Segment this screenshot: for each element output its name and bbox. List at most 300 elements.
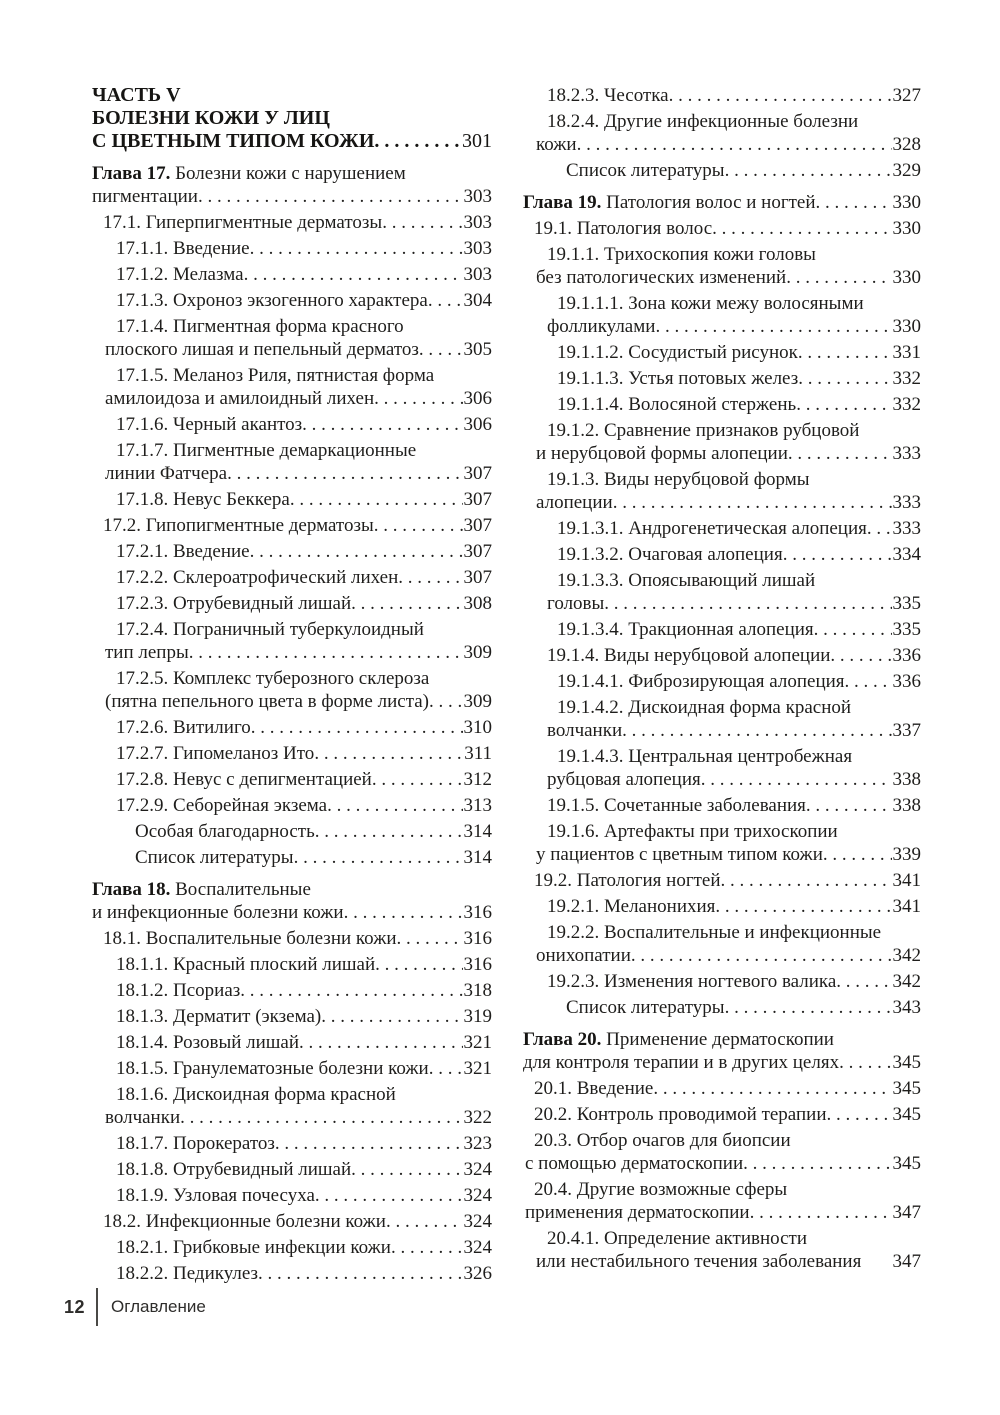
toc-entry-text: 17.1.8. Невус Беккера bbox=[116, 489, 290, 510]
dot-leader bbox=[845, 670, 892, 693]
toc-entry-text: Список литературы bbox=[566, 160, 725, 181]
page-number: 345 bbox=[892, 1052, 921, 1073]
toc-entry-text: 17.1.4. Пигментная форма красного bbox=[116, 316, 404, 337]
toc-entry-text: 17.2.9. Себорейная экзема bbox=[116, 795, 328, 816]
toc-entry bbox=[523, 921, 921, 967]
page-number: 310 bbox=[463, 717, 492, 738]
page-number: 331 bbox=[892, 342, 921, 363]
toc-line bbox=[92, 263, 492, 286]
page-number: 343 bbox=[892, 997, 921, 1018]
toc-entry-text: 19.2. Патология ногтей bbox=[534, 870, 721, 891]
toc-line bbox=[523, 843, 921, 866]
toc-entry-text: линии Фатчера bbox=[105, 463, 228, 484]
page-number: 316 bbox=[463, 954, 492, 975]
dot-leader bbox=[839, 1051, 891, 1074]
toc-line bbox=[92, 488, 492, 511]
toc-line bbox=[523, 921, 921, 944]
page-number: 303 bbox=[463, 212, 492, 233]
toc-entry-text: 18.2.2. Педикулез bbox=[116, 1263, 259, 1284]
toc-entry-text: и инфекционные болезни кожи bbox=[92, 902, 344, 923]
toc-entry bbox=[523, 217, 921, 240]
toc-entry bbox=[92, 413, 492, 436]
toc-entry-text: 17.2.1. Введение bbox=[116, 541, 250, 562]
toc-entry bbox=[92, 1005, 492, 1028]
toc-line bbox=[523, 543, 921, 566]
toc-entry bbox=[523, 292, 921, 338]
dot-leader bbox=[244, 263, 463, 286]
dot-leader bbox=[240, 979, 462, 1002]
page-number: 330 bbox=[892, 192, 921, 213]
toc-entry bbox=[92, 439, 492, 485]
toc-entry bbox=[523, 1178, 921, 1224]
toc-line bbox=[523, 468, 921, 491]
toc-entry bbox=[92, 927, 492, 950]
toc-line bbox=[523, 670, 921, 693]
toc-entry bbox=[92, 846, 492, 869]
page-number: 321 bbox=[463, 1032, 492, 1053]
toc-line bbox=[92, 1184, 492, 1207]
toc-line bbox=[523, 592, 921, 615]
toc-line bbox=[92, 953, 492, 976]
toc-line bbox=[92, 901, 492, 924]
dot-leader bbox=[796, 393, 891, 416]
toc-entry-text: 18.1.1. Красный плоский лишай bbox=[116, 954, 376, 975]
dot-leader bbox=[725, 996, 892, 1019]
toc-entry-text: и нерубцовой формы алопеции bbox=[536, 443, 788, 464]
toc-line bbox=[92, 742, 492, 765]
toc-line bbox=[523, 644, 921, 667]
page-number: 332 bbox=[892, 368, 921, 389]
dot-leader bbox=[189, 641, 463, 664]
dot-leader bbox=[604, 592, 891, 615]
toc-column-right bbox=[523, 84, 921, 1285]
toc-line bbox=[523, 491, 921, 514]
page-number: 324 bbox=[463, 1237, 492, 1258]
toc-line bbox=[523, 768, 921, 791]
toc-entry bbox=[92, 1236, 492, 1259]
page-number: 312 bbox=[463, 769, 492, 790]
toc-chapter-entry bbox=[523, 191, 921, 214]
toc-line bbox=[92, 130, 492, 153]
toc-line bbox=[92, 237, 492, 260]
toc-entry-text: 19.1.1.3. Устья потовых желез bbox=[557, 368, 799, 389]
toc-entry-text: 17.1.7. Пигментные демаркационные bbox=[116, 440, 417, 461]
dot-leader bbox=[712, 217, 891, 240]
page-number: 330 bbox=[892, 316, 921, 337]
toc-entry-text: пигментации bbox=[92, 186, 198, 207]
toc-entry-text: онихопатии bbox=[536, 945, 631, 966]
page-number: 301 bbox=[462, 130, 492, 152]
toc-entry-text: 19.1.1. Трихоскопия кожи головы bbox=[547, 244, 816, 265]
toc-line bbox=[523, 944, 921, 967]
toc-entry bbox=[92, 1158, 492, 1181]
page-number: 327 bbox=[892, 85, 921, 106]
toc-line bbox=[92, 618, 492, 641]
toc-entry-text: 20.2. Контроль проводимой терапии bbox=[534, 1104, 827, 1125]
toc-line bbox=[92, 514, 492, 537]
toc-entry bbox=[523, 970, 921, 993]
toc-entry-text: 18.1. Воспалительные болезни кожи bbox=[103, 928, 397, 949]
toc-line bbox=[92, 107, 492, 130]
toc-entry-text: 18.2.4. Другие инфекционные болезни bbox=[547, 111, 859, 132]
toc-line bbox=[92, 641, 492, 664]
toc-entry bbox=[92, 953, 492, 976]
toc-entry-text: 17.2.3. Отрубевидный лишай bbox=[116, 593, 352, 614]
footer-divider bbox=[96, 1288, 98, 1326]
toc-entry-text: 19.1.5. Сочетанные заболевания bbox=[547, 795, 806, 816]
toc-entry-text: 18.2.1. Грибковые инфекции кожи bbox=[116, 1237, 391, 1258]
dot-leader bbox=[398, 566, 462, 589]
toc-line bbox=[92, 768, 492, 791]
page-number: 322 bbox=[463, 1107, 492, 1128]
dot-leader bbox=[351, 592, 462, 615]
page-number: 307 bbox=[463, 515, 492, 536]
toc-entry-text: 17.1.6. Черный акантоз bbox=[116, 414, 303, 435]
chapter-number-prefix: Глава 18. bbox=[92, 879, 176, 900]
toc-entry bbox=[92, 263, 492, 286]
dot-leader bbox=[725, 159, 892, 182]
toc-line bbox=[92, 1083, 492, 1106]
toc-entry-text: 17.1.1. Введение bbox=[116, 238, 250, 259]
page-number: 306 bbox=[463, 414, 492, 435]
page-number: 321 bbox=[463, 1058, 492, 1079]
toc-line bbox=[92, 1236, 492, 1259]
toc-entry-text: 19.1.2. Сравнение признаков рубцовой bbox=[547, 420, 860, 441]
footer-page-number: 12 bbox=[64, 1296, 86, 1317]
dot-leader bbox=[374, 130, 461, 153]
toc-entry-text: 20.4.1. Определение активности bbox=[547, 1228, 808, 1249]
page-number: 326 bbox=[463, 1263, 492, 1284]
dot-leader bbox=[814, 618, 892, 641]
dot-leader bbox=[823, 843, 892, 866]
dot-leader bbox=[290, 488, 463, 511]
page-number: 335 bbox=[892, 619, 921, 640]
toc-entry bbox=[523, 1077, 921, 1100]
toc-entry-text: 19.2.3. Изменения ногтевого валика bbox=[547, 971, 837, 992]
toc-chapter-entry bbox=[92, 878, 492, 924]
page-number: 313 bbox=[463, 795, 492, 816]
dot-leader bbox=[198, 185, 463, 208]
toc-line bbox=[92, 84, 492, 107]
toc-entry-text: кожи bbox=[536, 134, 577, 155]
page-number: 307 bbox=[463, 489, 492, 510]
dot-leader bbox=[419, 338, 463, 361]
toc-entry bbox=[92, 566, 492, 589]
toc-entry bbox=[523, 517, 921, 540]
toc-entry-text: 17.1.2. Мелазма bbox=[116, 264, 244, 285]
toc-entry-text: алопеции bbox=[536, 492, 613, 513]
page-number: 308 bbox=[463, 593, 492, 614]
toc-entry-text: с помощью дерматоскопии bbox=[525, 1153, 744, 1174]
dot-leader bbox=[294, 846, 463, 869]
toc-entry-text: 18.1.9. Узловая почесуха bbox=[116, 1185, 315, 1206]
chapter-number-prefix: Глава 20. bbox=[523, 1029, 607, 1050]
toc-entry-text: головы bbox=[547, 593, 605, 614]
dot-leader bbox=[251, 716, 463, 739]
toc-line bbox=[92, 1158, 492, 1181]
page-number: 303 bbox=[463, 238, 492, 259]
dot-leader bbox=[374, 514, 463, 537]
chapter-number-prefix: Глава 17. bbox=[92, 163, 176, 184]
toc-entry-text: Особая благодарность bbox=[135, 821, 315, 842]
toc-entry bbox=[523, 243, 921, 289]
dot-leader bbox=[372, 768, 463, 791]
dot-leader bbox=[351, 1158, 462, 1181]
toc-line bbox=[523, 996, 921, 1019]
toc-line bbox=[92, 211, 492, 234]
page-number: 304 bbox=[463, 290, 492, 311]
toc-entry bbox=[92, 289, 492, 312]
toc-line bbox=[523, 517, 921, 540]
dot-leader bbox=[397, 927, 463, 950]
toc-entry bbox=[92, 315, 492, 361]
toc-entry-text: 17.2.6. Витилиго bbox=[116, 717, 251, 738]
toc-line bbox=[92, 162, 492, 185]
page-number: 333 bbox=[892, 492, 921, 513]
dot-leader bbox=[806, 794, 892, 817]
toc-line bbox=[523, 1103, 921, 1126]
page-number: 347 bbox=[892, 1251, 921, 1272]
dot-leader bbox=[429, 690, 463, 713]
toc-line bbox=[523, 970, 921, 993]
toc-line bbox=[92, 690, 492, 713]
toc-entry bbox=[523, 1103, 921, 1126]
toc-line bbox=[523, 442, 921, 465]
toc-line bbox=[523, 110, 921, 133]
toc-entry bbox=[523, 696, 921, 742]
toc-entry-text: плоского лишая и пепельный дерматоз bbox=[105, 339, 419, 360]
page-number: 303 bbox=[463, 264, 492, 285]
toc-line bbox=[523, 341, 921, 364]
page-number: 342 bbox=[892, 971, 921, 992]
toc-line bbox=[523, 895, 921, 918]
toc-entry-text: 19.2.2. Воспалительные и инфекционные bbox=[547, 922, 882, 943]
toc-entry-text: 19.1.3.1. Андрогенетическая алопеция bbox=[557, 518, 867, 539]
toc-entry bbox=[92, 1083, 492, 1129]
dot-leader bbox=[830, 644, 891, 667]
toc-line bbox=[523, 696, 921, 719]
toc-line bbox=[523, 243, 921, 266]
toc-line bbox=[523, 1250, 921, 1273]
toc-entry bbox=[523, 110, 921, 156]
dot-leader bbox=[344, 901, 463, 924]
toc-line bbox=[92, 1005, 492, 1028]
toc-line bbox=[523, 869, 921, 892]
page-number: 314 bbox=[463, 821, 492, 842]
toc-line bbox=[92, 462, 492, 485]
toc-entry-text: 19.1.4.2. Дискоидная форма красной bbox=[557, 697, 852, 718]
toc-entry-text: 17.2.8. Невус с депигментацией bbox=[116, 769, 372, 790]
toc-line bbox=[92, 364, 492, 387]
toc-line bbox=[92, 439, 492, 462]
dot-leader bbox=[258, 1262, 462, 1285]
dot-leader bbox=[315, 820, 463, 843]
toc-entry-text: Список литературы bbox=[135, 847, 294, 868]
page-number: 307 bbox=[463, 463, 492, 484]
dot-leader bbox=[669, 84, 892, 107]
toc-entry bbox=[523, 745, 921, 791]
dot-leader bbox=[783, 543, 892, 566]
toc-entry bbox=[92, 1184, 492, 1207]
toc-line bbox=[92, 1106, 492, 1129]
toc-entry-text: Глава 19. Патология волос и ногтей bbox=[523, 192, 816, 213]
toc-line bbox=[523, 133, 921, 156]
toc-line bbox=[523, 292, 921, 315]
toc-entry-text: 18.1.4. Розовый лишай bbox=[116, 1032, 300, 1053]
toc-line bbox=[92, 878, 492, 901]
toc-entry bbox=[523, 618, 921, 641]
toc-entry bbox=[92, 1262, 492, 1285]
toc-line bbox=[92, 820, 492, 843]
page-number: 329 bbox=[892, 160, 921, 181]
toc-line bbox=[92, 927, 492, 950]
toc-entry-text: (пятна пепельного цвета в форме листа) bbox=[105, 691, 429, 712]
page-number: 319 bbox=[463, 1006, 492, 1027]
footer-section-label: Оглавление bbox=[111, 1297, 206, 1316]
dot-leader bbox=[867, 517, 892, 540]
toc-entry bbox=[523, 393, 921, 416]
toc-entry-text: 19.1.1.1. Зона кожи межу волосяными bbox=[557, 293, 864, 314]
toc-line bbox=[523, 1227, 921, 1250]
toc-entry bbox=[92, 488, 492, 511]
page-number: 345 bbox=[892, 1078, 921, 1099]
toc-line bbox=[523, 367, 921, 390]
toc-line bbox=[523, 569, 921, 592]
dot-leader bbox=[631, 944, 892, 967]
page-number: 318 bbox=[463, 980, 492, 1001]
toc-entry bbox=[523, 670, 921, 693]
page-number: 345 bbox=[892, 1153, 921, 1174]
toc-line bbox=[523, 419, 921, 442]
page-number: 339 bbox=[892, 844, 921, 865]
toc-entry-text: 17.1.3. Охроноз экзогенного характера bbox=[116, 290, 428, 311]
toc-entry bbox=[92, 237, 492, 260]
page-number: 342 bbox=[892, 945, 921, 966]
table-of-contents bbox=[92, 84, 921, 1285]
page-number: 324 bbox=[463, 1211, 492, 1232]
dot-leader bbox=[275, 1132, 463, 1155]
toc-entry-text: 18.1.2. Псориаз bbox=[116, 980, 241, 1001]
dot-leader bbox=[827, 1103, 892, 1126]
toc-line bbox=[92, 185, 492, 208]
toc-line bbox=[523, 191, 921, 214]
toc-entry bbox=[523, 367, 921, 390]
toc-entry bbox=[92, 667, 492, 713]
toc-entry bbox=[523, 996, 921, 1019]
page-number: 314 bbox=[463, 847, 492, 868]
toc-line bbox=[92, 315, 492, 338]
page-number: 309 bbox=[463, 691, 492, 712]
toc-entry-text: 18.2. Инфекционные болезни кожи bbox=[103, 1211, 386, 1232]
toc-line bbox=[523, 393, 921, 416]
chapter-number-prefix: Глава 19. bbox=[523, 192, 607, 213]
dot-leader bbox=[382, 211, 462, 234]
page-number: 316 bbox=[463, 902, 492, 923]
toc-entry-text: 19.1. Патология волос bbox=[534, 218, 713, 239]
toc-entry-text: фолликулами bbox=[547, 316, 656, 337]
toc-line bbox=[92, 846, 492, 869]
toc-line bbox=[92, 592, 492, 615]
page-number: 307 bbox=[463, 567, 492, 588]
toc-line bbox=[523, 1152, 921, 1175]
toc-entry-text: 19.2.1. Меланонихия bbox=[547, 896, 716, 917]
toc-entry bbox=[92, 979, 492, 1002]
toc-entry bbox=[92, 716, 492, 739]
dot-leader bbox=[375, 953, 462, 976]
page-number: 337 bbox=[892, 720, 921, 741]
page-number: 323 bbox=[463, 1133, 492, 1154]
dot-leader bbox=[386, 1210, 463, 1233]
toc-entry-text: 20.3. Отбор очагов для биопсии bbox=[534, 1130, 791, 1151]
toc-line bbox=[92, 1031, 492, 1054]
toc-entry-text: 17.2.5. Комплекс туберозного склероза bbox=[116, 668, 430, 689]
toc-line bbox=[523, 794, 921, 817]
toc-entry-text: 17.2.2. Склероатрофический лихен bbox=[116, 567, 399, 588]
toc-entry-text: 18.1.3. Дерматит (экзема) bbox=[116, 1006, 322, 1027]
toc-line bbox=[523, 1178, 921, 1201]
page-number: 330 bbox=[892, 218, 921, 239]
toc-line bbox=[523, 820, 921, 843]
toc-entry bbox=[92, 1057, 492, 1080]
page-number: 307 bbox=[463, 541, 492, 562]
toc-line bbox=[523, 618, 921, 641]
dot-leader bbox=[250, 540, 463, 563]
dot-leader bbox=[743, 1152, 891, 1175]
toc-entry-text: 17.2.7. Гипомеланоз Ито bbox=[116, 743, 315, 764]
toc-line bbox=[523, 745, 921, 768]
dot-leader bbox=[798, 367, 891, 390]
toc-entry-text: 18.1.8. Отрубевидный лишай bbox=[116, 1159, 352, 1180]
dot-leader bbox=[715, 895, 891, 918]
toc-entry bbox=[92, 742, 492, 765]
toc-line bbox=[92, 387, 492, 410]
dot-leader bbox=[786, 266, 891, 289]
toc-entry bbox=[523, 341, 921, 364]
toc-entry bbox=[92, 514, 492, 537]
toc-line bbox=[92, 667, 492, 690]
toc-entry bbox=[523, 569, 921, 615]
toc-entry-text: для контроля терапии и в других целях bbox=[523, 1052, 840, 1073]
toc-entry bbox=[92, 364, 492, 410]
toc-entry-text: Глава 20. Применение дерматоскопии bbox=[523, 1029, 834, 1050]
page-number: 332 bbox=[892, 394, 921, 415]
page-number: 324 bbox=[463, 1159, 492, 1180]
dot-leader bbox=[250, 237, 463, 260]
toc-part-heading bbox=[92, 84, 492, 153]
toc-entry bbox=[92, 211, 492, 234]
toc-entry-text: тип лепры bbox=[105, 642, 189, 663]
toc-entry bbox=[92, 618, 492, 664]
dot-leader bbox=[315, 1184, 463, 1207]
dot-leader bbox=[750, 1201, 892, 1224]
toc-entry-text: 18.1.6. Дискоидная форма красной bbox=[116, 1084, 396, 1105]
page-number: 336 bbox=[892, 645, 921, 666]
toc-entry-text: волчанки bbox=[105, 1107, 181, 1128]
toc-entry bbox=[523, 895, 921, 918]
toc-column-left bbox=[92, 84, 492, 1285]
toc-line bbox=[523, 217, 921, 240]
toc-line bbox=[523, 266, 921, 289]
toc-entry-text: рубцовая алопеция bbox=[547, 769, 701, 790]
toc-entry-text: 19.1.4.3. Центральная центробежная bbox=[557, 746, 853, 767]
dot-leader bbox=[816, 191, 892, 214]
dot-leader bbox=[321, 1005, 462, 1028]
toc-entry-text: или нестабильного течения заболевания bbox=[536, 1251, 862, 1272]
dot-leader bbox=[798, 341, 892, 364]
toc-entry bbox=[523, 644, 921, 667]
toc-line bbox=[523, 719, 921, 742]
toc-entry-text: у пациентов с цветным типом кожи bbox=[536, 844, 823, 865]
